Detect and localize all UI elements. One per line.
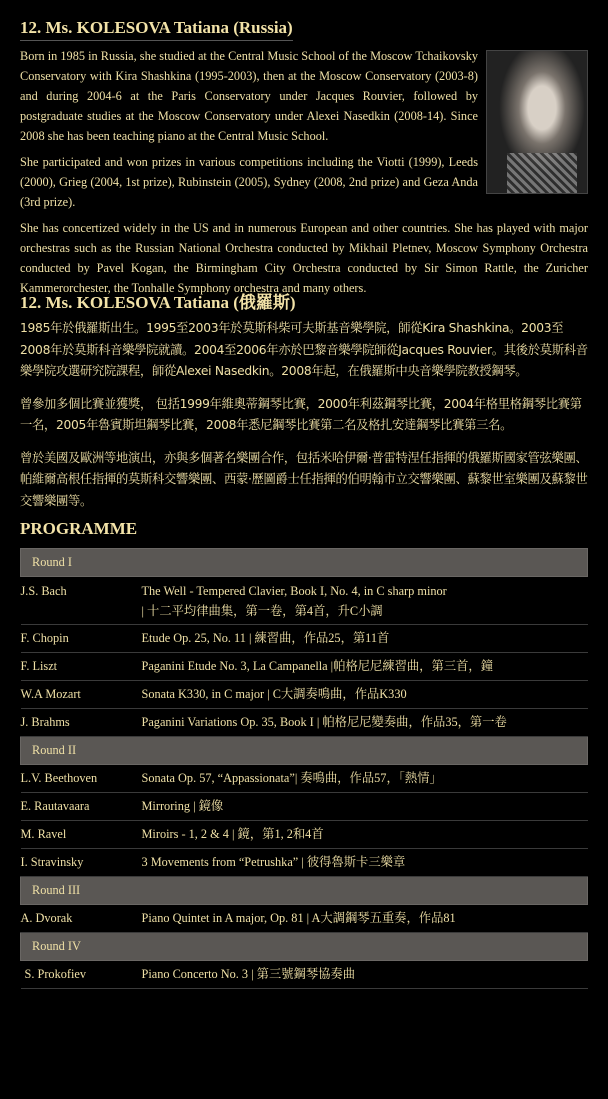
work [142, 577, 588, 625]
round-header [21, 877, 588, 905]
composer: E. Rautavaara [21, 793, 142, 821]
composer: J. Brahms [21, 709, 142, 737]
composer: W.A Mozart [21, 681, 142, 709]
composer: I. Stravinsky [21, 849, 142, 877]
programme-row [21, 625, 588, 653]
programme-row [21, 681, 588, 709]
work-title: Piano Concerto No. 3 | 第三號鋼琴協奏曲 [141, 967, 356, 981]
composer: A. Dvorak [21, 905, 142, 933]
programme-heading: PROGRAMME [20, 519, 138, 538]
work [142, 821, 588, 849]
bio-paragraph: Born in 1985 in Russia, she studied at the Central Music School of the Moscow Tchaikovsky Conservatory with Kira Shashkina (1995-2003), then at the Moscow Conservatory (2003-8) and during 2004-6 at the Paris Conservatory under Jacques Rouvier, followed by postgraduate studies at the Moscow Conservatory under Alexei Nasedkin (2008-14). Since 2008 she has been teaching piano at the Central Music School. [20, 49, 478, 143]
round-header [21, 737, 588, 765]
work [142, 905, 588, 933]
english-title: 12. Ms. KOLESOVA Tatiana (Russia) [20, 18, 293, 41]
work [142, 625, 588, 653]
english-bio [20, 46, 588, 304]
bio-paragraph: She has concertized widely in the US and in numerous European and other countries. She has played with major orchestras such as the Russian National Orchestra conducted by Mikhail Pletnev, Moscow Symphony Orchestra conducted by Pavel Kogan, the Birmingham City Orchestra conducted by Sir Simon Rattle, the Zuricher Kammerorchester, the Tonhalle Symphony orchestra and many others. [20, 221, 588, 295]
programme-row [21, 577, 588, 625]
programme-row [21, 709, 588, 737]
composer: F. Liszt [21, 653, 142, 681]
composer: S. Prokofiev [21, 961, 142, 989]
programme-row [21, 653, 588, 681]
work-title: Etude Op. 25, No. 11 | 練習曲，作品25，第11首 [141, 631, 390, 645]
composer: L.V. Beethoven [21, 765, 142, 793]
programme-row [21, 821, 588, 849]
work-title: Paganini Etude No. 3, La Campanella |帕格尼尼練習曲，第三首，鐘 [141, 659, 494, 673]
bio-paragraph: 1985年於俄羅斯出生。1995至2003年於莫斯科柴可夫斯基音樂學院，師從Kira Shashkina。2003至2008年於莫斯科音樂學院就讀。2004至2006年亦於巴黎音樂學院師從Jacques Rouvier。其後於莫斯科音樂學院攻選研究院課程，師從Alexei Nasedkin。2008年起，在俄羅斯中央音樂學院教授鋼琴。 [20, 321, 588, 378]
programme-row [21, 849, 588, 877]
work [142, 653, 588, 681]
programme-row [21, 905, 588, 933]
work-title: Sonata Op. 57, “Appassionata”| 奏鳴曲，作品57，「熱情」 [141, 771, 442, 785]
programme-table [20, 548, 588, 989]
round-header [21, 933, 588, 961]
work-title: Piano Quintet in A major, Op. 81 | A大調鋼琴五重奏，作品81 [141, 911, 456, 925]
round-label: Round III [21, 877, 588, 905]
programme-row [21, 961, 588, 989]
work [142, 681, 588, 709]
chinese-title: 12. Ms. KOLESOVA Tatiana (俄羅斯) [20, 293, 296, 312]
composer: M. Ravel [21, 821, 142, 849]
bio-paragraph: 曾於美國及歐洲等地演出，亦與多個著名樂團合作，包括米哈伊爾·普雷特涅任指揮的俄羅斯國家管弦樂團、帕維爾高根任指揮的莫斯科交響樂團、西蒙·歷圖爵士任指揮的伯明翰市立交響樂團、蘇黎世室樂團及蘇黎世交響樂團等。 [20, 450, 588, 508]
work-title: 3 Movements from “Petrushka” | 彼得魯斯卡三樂章 [141, 855, 406, 869]
round-label: Round II [21, 737, 588, 765]
work-title: The Well - Tempered Clavier, Book I, No. 4, in C sharp minor [141, 584, 447, 598]
bio-paragraph: 曾參加多個比賽並獲獎， 包括1999年維奧蒂鋼琴比賽，2000年利茲鋼琴比賽，2004年格里格鋼琴比賽第一名，2005年魯賓斯坦鋼琴比賽，2008年悉尼鋼琴比賽第二名及格扎安達鋼琴比賽第三名。 [20, 396, 582, 432]
work [142, 793, 588, 821]
work-title: Miroirs - 1, 2 & 4 | 鏡，第1, 2和4首 [141, 827, 324, 841]
composer: J.S. Bach [21, 577, 142, 625]
bio-paragraph: She participated and won prizes in various competitions including the Viotti (1999), Leeds (2000), Grieg (2004, 1st prize), Rubinstein (2005), Sydney (2008, 2nd prize) and Geza Anda (3rd prize). [20, 155, 478, 209]
work [142, 765, 588, 793]
round-label: Round IV [21, 933, 588, 961]
programme-row [21, 793, 588, 821]
work-title: Mirroring | 鏡像 [141, 799, 224, 813]
work-title-zh: | 十二平均律曲集，第一卷，第4首，升C小調 [141, 604, 383, 618]
composer: F. Chopin [21, 625, 142, 653]
work [142, 709, 588, 737]
round-header [21, 549, 588, 577]
round-label: Round I [21, 549, 588, 577]
chinese-bio [20, 318, 588, 523]
work-title: Sonata K330, in C major | C大調奏鳴曲，作品K330 [141, 687, 407, 701]
pianist-photo [486, 50, 588, 194]
programme-row [21, 765, 588, 793]
work [142, 849, 588, 877]
work [142, 961, 588, 989]
work-title: Paganini Variations Op. 35, Book I | 帕格尼尼變奏曲，作品35，第一卷 [141, 715, 507, 729]
